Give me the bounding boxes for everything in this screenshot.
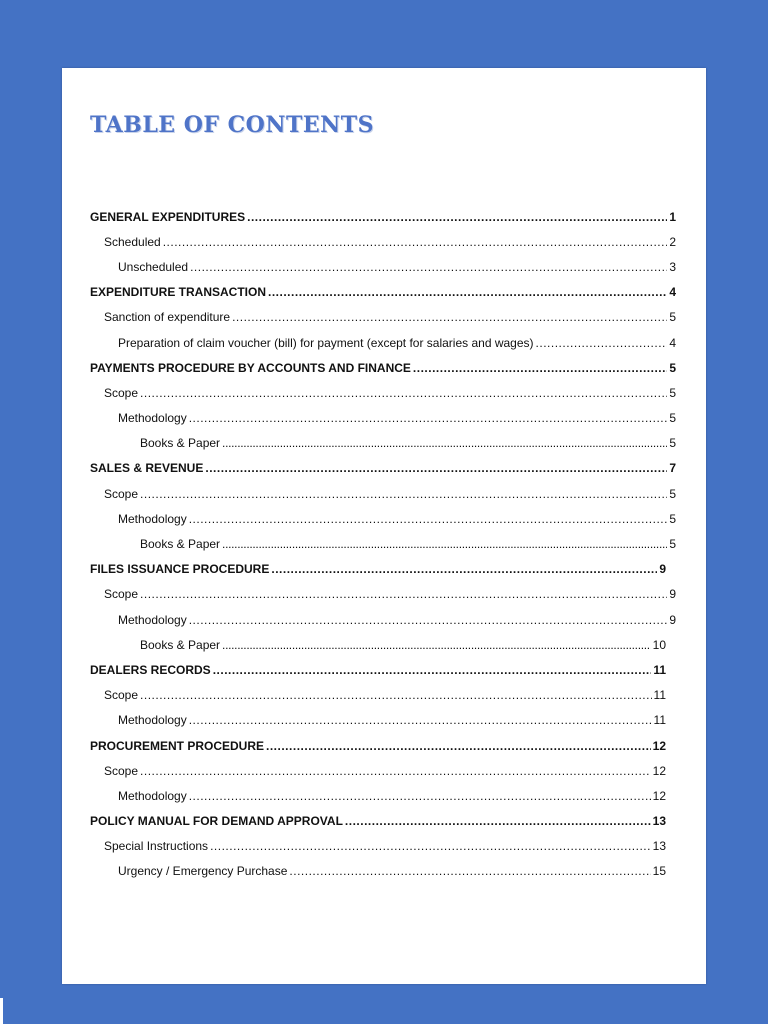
toc-entry[interactable] [62,380,706,405]
toc-leader-dots [222,436,667,450]
toc-entry-page: 13 [652,814,666,829]
toc-entry[interactable] [62,657,706,682]
toc-entry-page: 5 [669,511,676,526]
toc-entry[interactable] [62,204,706,229]
toc-entry-label: FILES ISSUANCE PROCEDURE [90,562,270,577]
toc-entry-page: 13 [652,839,666,854]
toc-entry[interactable] [62,506,706,531]
toc-leader-dots [190,260,667,274]
toc-entry-page: 5 [669,385,676,400]
toc-entry[interactable] [62,481,706,506]
toc-entry[interactable] [62,280,706,305]
toc-entry-label: Scope [104,688,139,703]
toc-leader-dots [222,638,651,652]
toc-entry[interactable] [62,229,706,254]
toc-entry-label: Scheduled [104,234,161,249]
toc-entry-page: 9 [659,562,666,577]
toc-leader-dots [247,210,667,224]
toc-entry-page: 12 [652,763,666,778]
toc-leader-dots [205,461,667,475]
toc-leader-dots [140,386,667,400]
toc-entry-page: 1 [669,209,676,224]
corner-mark [0,998,3,1024]
toc-leader-dots [189,613,668,627]
toc-entry-label: SALES & REVENUE [90,461,204,476]
toc-entry-label: Methodology [118,713,187,728]
toc-entry-label: GENERAL EXPENDITURES [90,209,246,224]
toc-entry-page: 10 [652,637,666,652]
toc-leader-dots [210,839,651,853]
toc-entry[interactable] [62,305,706,330]
toc-leader-dots [213,663,652,677]
toc-entry-label: PAYMENTS PROCEDURE BY ACCOUNTS AND FINANCE [90,360,411,375]
toc-entry-label: Scope [104,587,139,602]
toc-entry-page: 11 [653,662,666,677]
toc-leader-dots [140,587,667,601]
toc-entry[interactable] [62,531,706,556]
toc-entry[interactable] [62,557,706,582]
toc-entry-page: 2 [669,234,676,249]
toc-list [62,204,706,884]
toc-entry-label: DEALERS RECORDS [90,662,211,677]
toc-entry[interactable] [62,733,706,758]
toc-entry-page: 5 [669,360,676,375]
toc-leader-dots [140,764,651,778]
toc-entry[interactable] [62,758,706,783]
toc-entry-label: Scope [104,486,139,501]
toc-entry-page: 12 [652,738,666,753]
toc-entry-page: 15 [652,864,666,879]
toc-entry-label: Scope [104,763,139,778]
toc-entry-page: 12 [652,788,666,803]
toc-leader-dots [163,235,668,249]
toc-entry[interactable] [62,355,706,380]
toc-entry-page: 4 [669,335,676,350]
toc-entry[interactable] [62,607,706,632]
toc-entry-label: EXPENDITURE TRANSACTION [90,285,267,300]
toc-entry-label: Methodology [118,788,187,803]
toc-entry[interactable] [62,683,706,708]
toc-entry[interactable] [62,582,706,607]
toc-entry-page: 5 [669,310,676,325]
toc-entry-label: Sanction of expenditure [104,310,231,325]
toc-entry-page: 5 [669,436,676,451]
toc-entry-label: Unscheduled [118,259,189,274]
toc-entry[interactable] [62,254,706,279]
toc-entry[interactable] [62,330,706,355]
toc-leader-dots [345,814,651,828]
toc-entry[interactable] [62,859,706,884]
toc-entry[interactable] [62,406,706,431]
toc-leader-dots [266,739,651,753]
toc-entry-page: 9 [669,612,676,627]
toc-entry-label: Urgency / Emergency Purchase [118,864,288,879]
toc-entry-page: 3 [669,259,676,274]
toc-entry-label: Methodology [118,411,187,426]
toc-leader-dots [140,487,667,501]
toc-entry-page: 5 [669,411,676,426]
toc-entry-page: 7 [669,461,676,476]
toc-entry-label: PROCUREMENT PROCEDURE [90,738,265,753]
toc-leader-dots [189,713,652,727]
toc-leader-dots [222,537,667,551]
toc-leader-dots [189,411,668,425]
toc-entry-label: Books & Paper [140,637,221,652]
toc-entry[interactable] [62,708,706,733]
toc-leader-dots [536,336,668,350]
toc-title: TABLE OF CONTENTS [90,112,374,138]
toc-entry[interactable] [62,431,706,456]
toc-entry[interactable] [62,632,706,657]
toc-entry-label: Methodology [118,511,187,526]
toc-entry[interactable] [62,834,706,859]
toc-entry-label: Books & Paper [140,436,221,451]
toc-entry[interactable] [62,783,706,808]
toc-entry[interactable] [62,456,706,481]
toc-entry-label: Preparation of claim voucher (bill) for payment (except for salaries and wages) [118,335,534,350]
toc-entry-label: Special Instructions [104,839,209,854]
toc-leader-dots [189,512,668,526]
toc-entry-page: 9 [669,587,676,602]
toc-entry-label: Scope [104,385,139,400]
toc-leader-dots [232,310,667,324]
toc-entry-page: 4 [669,285,676,300]
toc-entry-page: 11 [653,688,666,703]
toc-entry-label: Methodology [118,612,187,627]
document-page [62,68,706,984]
toc-entry-page: 5 [669,537,676,552]
toc-leader-dots [189,789,651,803]
toc-entry-page: 5 [669,486,676,501]
toc-leader-dots [413,361,667,375]
toc-leader-dots [140,688,652,702]
toc-entry-label: Books & Paper [140,537,221,552]
toc-leader-dots [271,562,657,576]
toc-entry-page: 11 [653,713,666,728]
toc-entry-label: POLICY MANUAL FOR DEMAND APPROVAL [90,814,343,829]
toc-leader-dots [289,864,650,878]
toc-entry[interactable] [62,809,706,834]
toc-leader-dots [268,285,667,299]
